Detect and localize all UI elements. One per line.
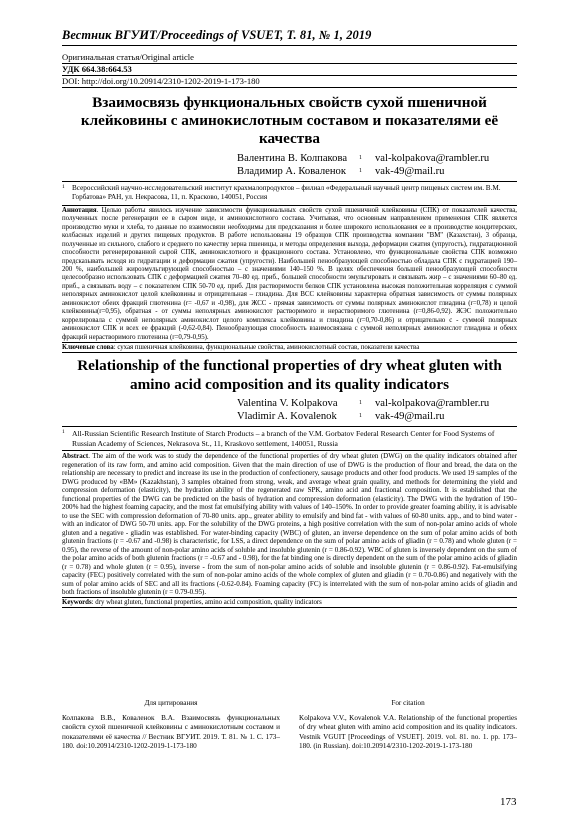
affiliation-text: Всероссийский научно-исследовательский институт крахмалопродуктов – филиал «Федеральный научный центр пищевых систем им. В.М. Горбатова» РАН, ул. Некрасова, 11, п. Красково, 140051, Россия — [72, 184, 501, 202]
udk: УДК 664.38:664.53 — [62, 63, 517, 75]
authors-ru — [237, 152, 517, 178]
keywords-en — [62, 598, 517, 608]
article-meta — [62, 52, 517, 88]
author-email[interactable]: vak-49@mail.ru — [375, 411, 445, 423]
affiliation-text: All-Russian Scientific Research Institute of Starch Products – a branch of the V.M. Gorbatov Federal Research Center for Food Systems of Russian Academy of Sciences, Nekrasova St., 11, Kraskovo settlement, 140051, Russia — [72, 429, 495, 448]
citation-heading: For citation — [391, 699, 425, 707]
author-row — [237, 410, 517, 423]
author-row — [237, 165, 517, 178]
page-number: 173 — [500, 796, 517, 808]
citation-block — [62, 699, 517, 751]
citation-ru — [62, 699, 280, 751]
author-email[interactable]: val-kolpakova@rambler.ru — [375, 153, 490, 164]
author-affil-mark: 1 — [359, 413, 362, 420]
author-row — [237, 152, 517, 165]
abstract-label: Abstract — [62, 452, 89, 461]
affiliation-en — [62, 426, 517, 451]
keywords-label: Keywords — [62, 598, 92, 606]
affiliation-mark: 1 — [62, 429, 65, 436]
author-email[interactable]: vak-49@mail.ru — [375, 166, 445, 177]
author-affil-mark: 1 — [359, 400, 362, 407]
author-name: Vladimir A. Kovalenok — [237, 411, 337, 423]
title-en: Relationship of the functional properties of dry wheat gluten with amino acid composition and its quality indicators — [77, 357, 502, 393]
authors-en — [237, 397, 517, 423]
citation-en — [299, 699, 517, 751]
keywords-text: : dry wheat gluten, functional properties, amino acid composition, quality indicators — [91, 598, 322, 606]
author-email[interactable]: val-kolpakova@rambler.ru — [375, 398, 490, 410]
article-type: Оригинальная статья/Original article — [62, 52, 194, 62]
citation-text: Колпакова В.В., Коваленок В.А. Взаимосвязь функциональных свойств сухой пшеничной клейковины с аминокислотным составом и показателями её качества // Вестник ВГУИТ. 2019. Т. 81. № 1. С. 173–180. doi:10.20914/2310-1202-2019-1-173-180 — [62, 714, 280, 750]
author-affil-mark: 1 — [359, 168, 362, 174]
keywords-ru — [62, 343, 517, 353]
citation-text: Kolpakova V.V., Kovalenok V.A. Relationship of the functional properties of dry wheat gluten with amino acid composition and its quality indicators. Vestnik VGUIT [Proceedings of VSUET]. 2019. vol. 81. no. 1. pp. 173–180. (in Russian). doi:10.20914/2310-1202-2019-1-173-180 — [299, 714, 517, 750]
author-name: Владимир А. Коваленок — [237, 166, 346, 177]
affiliation-ru — [62, 181, 517, 206]
author-row — [237, 397, 517, 410]
doi: DOI: http://doi.org/10.20914/2310-1202-2019-1-173-180 — [62, 75, 517, 88]
keywords-text: : сухая пшеничная клейковина, функциональные свойства, аминокислотный состав, показатели качества — [113, 344, 420, 352]
author-affil-mark: 1 — [359, 155, 362, 161]
author-name: Валентина В. Колпакова — [237, 153, 348, 164]
abstract-text: . The aim of the work was to study the dependence of the functional properties of dry wheat gluten (DWG) on the quality indicators obtained after regeneration of its raw form, and amino acid composition. Given that the main direction of use of DWG is the production of flour and bread, the data on the relationship are necessary to predict and increase its use in the production of confectionery, sausage products and other food products. We used 19 samples of the DWG produced by «BM» (Kazakhstan), 3 samples obtained from strong, weak, and average wheat grain quality, and methods for determining the yield and compression deformation (elasticity), the hydration ability of the regenerated raw SPK, amino acid and fractional composition. It is established that the functional properties of the DWG can be predicted on the basis of hydration and compression deformation (elasticity). The DWG with the hydration of 190–200% had the highest foaming capacity, and the most fat emulsifying ability with values of 140–150%. In order to provide greater foaming ability, it is advisable to use the SEC with compression deformation of 70-80 units. app., greater ability to emulsify and bind fat - with values of 60-80 units. app., and to bind water - with an indicator of DWG 50-70 units. app. For the solubility of the DWG proteins, a high positive correlation with the sum of non-polar amino acids of whole gluten and a negative - gliadin was established. For water-binding capacity (WBC) of gluten, an inverse dependence on the sum of polar amino acids of both glutenin fractions (r = -0.67 and -0.98) is characteristic, for LSS, a direct dependence on the sum of polar amino acids of gliadin (r = 0.78) and whole gluten (r = 0.95), the reverse of the amount of non-polar amino acids of soluble and insoluble glutenin (r = 0.86-0.92). WBC of gluten is inversely dependent on the sum of the polar amino acids of both glutenin fractions (r = -0.67 and - 0.98), for the fat binding one is directly dependent on the sum of the polar amino acids of gliadin (r = 0.78) and whole gluten (r = 0.95), inverse - from the sum of non-polar amino acids of soluble and insoluble glutenin (r = 0.86-0.92). Fat-emulsifying capacity (FEC) positively correlated with the sum of non-polar amino acids of the whole complex of gluten and gliadin (r = 0.70-0.86) and negatively with the sum of polar amino acids of SEC and all its fractions (-0.62-0.84). Foaming capacity (FC) is interrelated with the sum of non-polar amino acids of gliadin and both fractions of insoluble glutenin (r = 0.79-0.95). — [62, 452, 517, 597]
abstract-en — [62, 452, 517, 598]
affiliation-mark: 1 — [62, 184, 65, 190]
abstract-label: Аннотация — [62, 206, 97, 214]
article-page — [62, 28, 517, 608]
title-ru: Взаимосвязь функциональных свойств сухой пшеничной клейковины с аминокислотным составом и показателями её качества — [80, 94, 499, 147]
journal-header: Вестник ВГУИТ/Proceedings of VSUET, Т. 81, № 1, 2019 — [62, 28, 517, 46]
keywords-label: Ключевые слова — [62, 344, 114, 352]
abstract-ru — [62, 207, 517, 343]
author-name: Valentina V. Kolpakova — [237, 398, 338, 410]
citation-heading: Для цитирования — [144, 699, 198, 707]
abstract-text: . Целью работы явилось изучение зависимости функциональных свойств сухой пшеничной клейковины (СПК) от показателей качества, полученных после регенерации ее в сыром виде, и аминокислотного состава. Учитывая, что основным направлением применения СПК является производство муки и хлеба, то данные по взаимосвязи необходимы для предсказания и более широкого использования ее в производстве кондитерских, колбасных изделий и других пищевых продуктов. В работе использованы 19 образцов СПК производства компании "ВМ" (Казахстан), 3 образца, полученные из сильного, слабого и среднего по качеству зерна пшеницы, и методы определения выхода, деформации сжатия (упругость), гидратационной способности регенерированной сырой СПК, аминокислотного и фракционного состава. Установлено, что функциональные свойства СПК возможно предсказывать исходя из гидратации и деформации сжатия (упругости). Наибольшей пенообразующей способностью обладала СПК с гидратацией 190–200 %, наибольшей жироэмульгирующей способностью – с значениями 140–150 %. В целях обеспечения большей пенообразующей способности целесообразно использовать СПК с деформацией сжатия 70–80 ед. приб., большей способности эмульгировать и связывать жир – с значениями 60–80 ед. приб., а связывать воду – с показателем СПК 50-70 ед. приб. Для растворимости белков СПК установлена высокая положительная корреляция с суммой неполярных аминокислот целой клейковины и отрицательная – глиадина. Для ВСС клейковины характерна обратная зависимость от суммы полярных аминокислот обеих фракций глютенина (r= -0,67 и -0,98), для ЖСС - прямая зависимость от суммы полярных аминокислот глиадина (r=0,78) и целой клейковины(r=0,95), обратная - от суммы неполярных аминокислот растворимого и нерастворимого глютенина (r=0,86-0,92). ЖЭС положительно коррелировала с суммой неполярных аминокислот целого комплекса клейковины и глиадина (r=0,70-0,86) и отрицательно с - суммой полярных аминокислот СПК и всех ее фракций (-0,62-0,84). Пенообразующая способность взаимосвязана с суммой неполярных аминокислот глиадина и обеих фракций нерастворимого глютенина (r=0,79-0,95). — [62, 206, 517, 341]
